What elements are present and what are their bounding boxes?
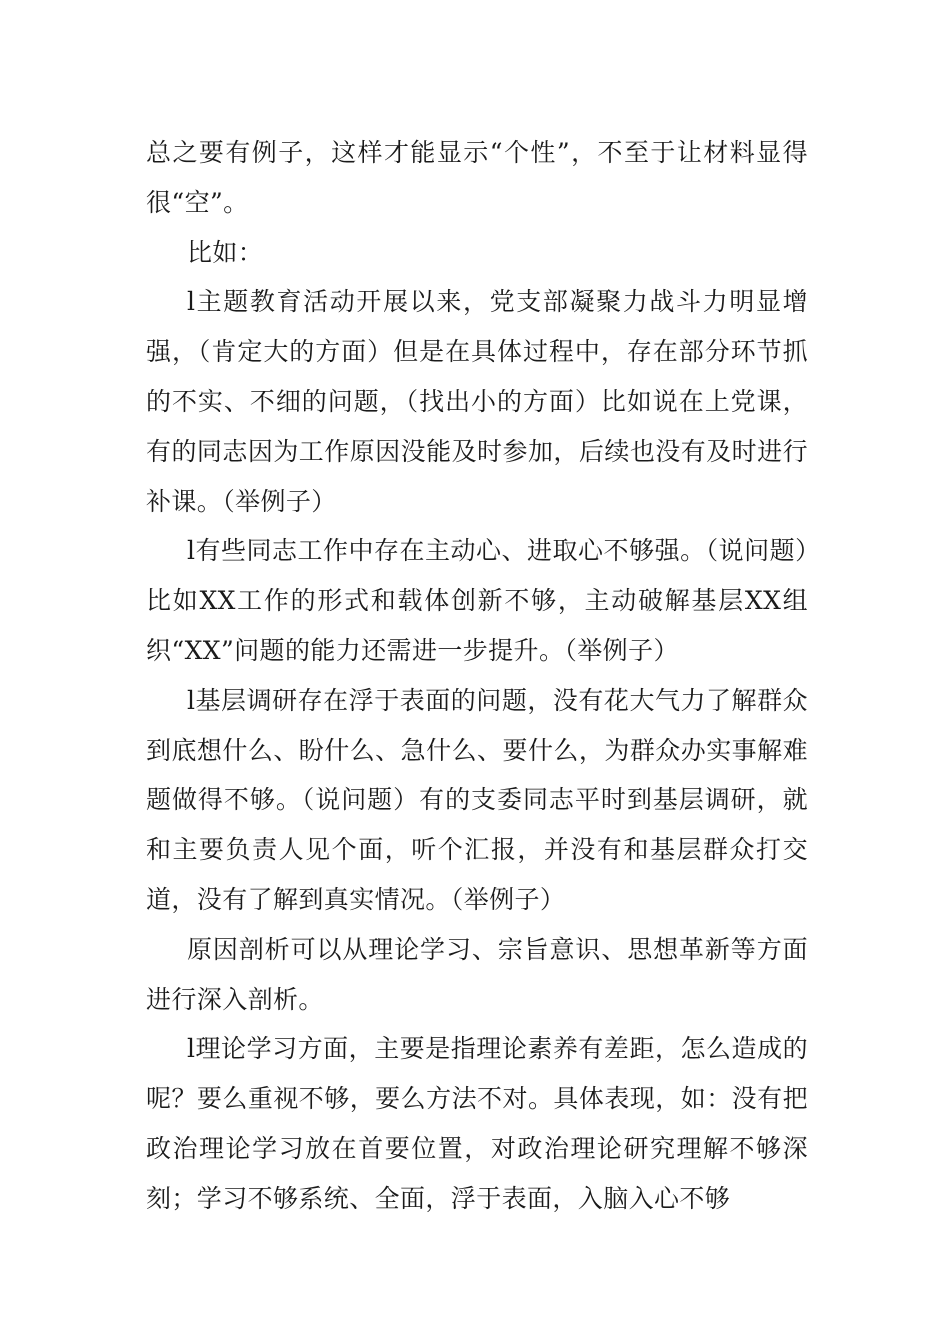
- paragraph-cause-analysis: 原因剖析可以从理论学习、宗旨意识、思想革新等方面进行深入剖析。: [146, 934, 808, 1014]
- paragraph-summary: 总之要有例子，这样才能显示“个性”，不至于让材料显得很“空”。: [146, 138, 808, 217]
- paragraph-item-initiative: l有些同志工作中存在主动心、进取心不够强。（说问题）比如XX工作的形式和载体创新不够，主动破解基层XX组织“XX”问题的能力还需进一步提升。（举例子）: [146, 536, 808, 665]
- paragraph-item-theory-study: l理论学习方面，主要是指理论素养有差距，怎么造成的呢？要么重视不够，要么方法不对。具体表现，如：没有把政治理论学习放在首要位置，对政治理论研究理解不够深刻；学习不够系统、全面，浮于表面，入脑入心不够: [146, 1034, 808, 1213]
- document-body: [146, 128, 808, 1224]
- paragraph-example-intro: 比如：: [187, 237, 264, 267]
- paragraph-item-grassroots-research: l基层调研存在浮于表面的问题，没有花大气力了解群众到底想什么、盼什么、急什么、要什么，为群众办实事解难题做得不够。（说问题）有的支委同志平时到基层调研，就和主要负责人见个面，听个汇报，并没有和基层群众打交道，没有了解到真实情况。（举例子）: [146, 685, 808, 914]
- paragraph-item-party-branch: l主题教育活动开展以来，党支部凝聚力战斗力明显增强，（肯定大的方面）但是在具体过程中，存在部分环节抓的不实、不细的问题，（找出小的方面）比如说在上党课，有的同志因为工作原因没能及时参加，后续也没有及时进行补课。（举例子）: [146, 287, 808, 516]
